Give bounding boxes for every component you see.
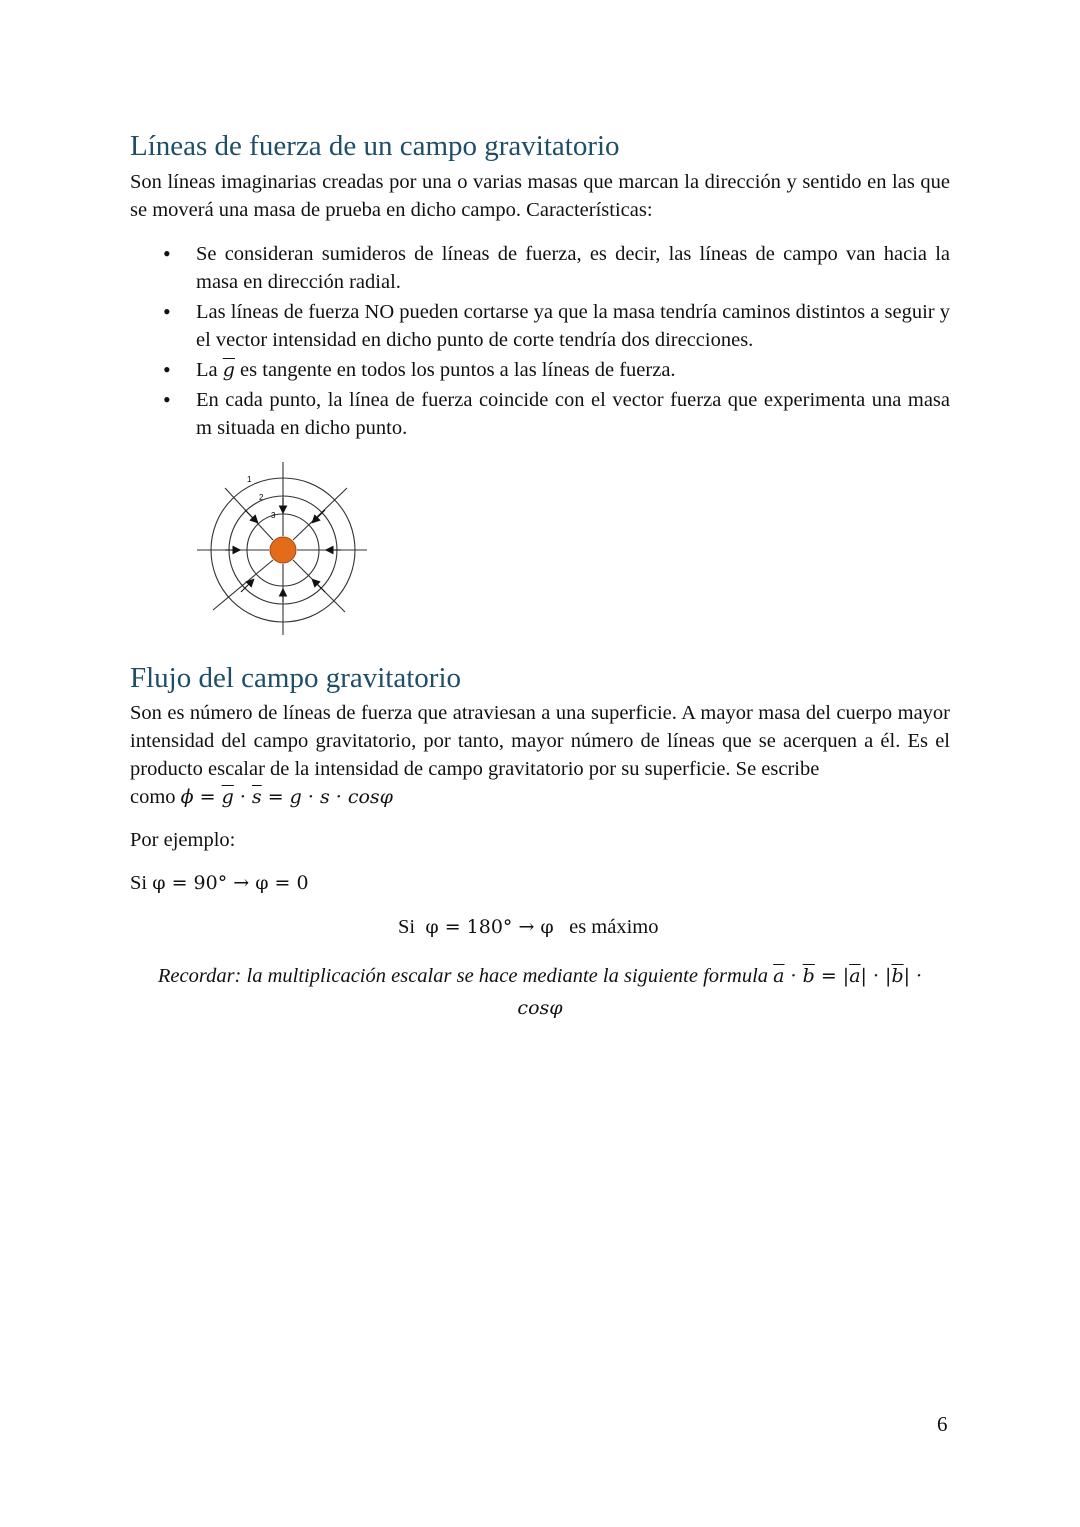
bullet3-prefix: La — [196, 359, 218, 381]
radial-line — [213, 560, 273, 610]
g-vector-symbol: $\overline{g}$ — [221, 786, 234, 808]
arrow-icon — [313, 510, 325, 522]
formula-part: · — [784, 965, 803, 987]
scalar-product-formula — [773, 965, 922, 987]
radial-line — [293, 488, 347, 540]
ring-label-3: 3 — [271, 511, 276, 520]
ring-label-1: 1 — [247, 475, 252, 484]
list-item — [130, 356, 950, 384]
flux-formula — [181, 786, 393, 808]
formula-part: | · — [903, 965, 923, 987]
list-item: • Las líneas de fuerza NO pueden cortarse ya que la masa tendría caminos distintos a seguir y el vector intensidad en dicho punto de corte tendría dos direcciones. — [130, 298, 950, 354]
example-expression: φ = 90° → φ = 0 — [152, 872, 309, 894]
bullet3-text: es tangente en todos los puntos a las líneas de fuerza. — [240, 359, 676, 381]
formula-part: $\overline{a}$ — [849, 965, 861, 987]
flux-formula-line — [130, 783, 393, 811]
note-text: Recordar: la multiplicación escalar se hace mediante la siguiente formula — [157, 965, 769, 987]
flux-text: Son es número de líneas de fuerza que atraviesan a una superficie. A mayor masa del cuerpo mayor intensidad del campo gravitatorio, por tanto, mayor número de líneas que se acerquen a él. Es el producto escalar de la intensidad de campo gravitatorio por su superficie. Se escribe — [130, 702, 950, 780]
formula-part: $\overline{a}$ — [773, 965, 785, 987]
list-item: • Se consideran sumideros de líneas de fuerza, es decir, las líneas de campo van hacia la masa en dirección radial. — [130, 240, 950, 296]
note-formula-continuation: cosφ — [517, 997, 563, 1019]
example-expression: φ = 180° → φ — [425, 916, 554, 938]
formula-prefix: como — [130, 786, 176, 808]
example-tail: es máximo — [569, 916, 659, 938]
list-item: • En cada punto, la línea de fuerza coincide con el vector fuerza que experimenta una masa m situada en dicho punto. — [130, 386, 950, 442]
intro-paragraph: Son líneas imaginarias creadas por una o varias masas que marcan la dirección y sentido en las que se moverá una masa de prueba en dicho campo. Características: — [130, 171, 950, 221]
example-si: Si — [398, 916, 416, 938]
central-mass — [270, 537, 296, 563]
g-vector-symbol: $\overline{g}$ — [222, 359, 235, 381]
flux-paragraph — [130, 699, 950, 783]
formula-part: = | — [814, 965, 850, 987]
characteristics-list — [130, 240, 950, 444]
s-vector-symbol: $\overline{s}$ — [251, 786, 262, 808]
formula-part: $\overline{b}$ — [802, 965, 815, 987]
example-2 — [398, 913, 659, 941]
formula-part: | · | — [860, 965, 892, 987]
reminder-note — [130, 960, 950, 1024]
formula-part: = — [193, 786, 222, 808]
field-lines-diagram — [195, 460, 375, 640]
formula-part: = g · s · cosφ — [261, 786, 393, 808]
formula-part: $\overline{b}$ — [891, 965, 904, 987]
phi-symbol: ϕ — [180, 786, 194, 808]
ring-label-2: 2 — [259, 493, 264, 502]
example-si: Si — [130, 872, 148, 894]
example-1 — [130, 869, 309, 897]
example-label: Por ejemplo: — [130, 829, 236, 851]
arrow-icon — [245, 510, 257, 522]
page-number: 6 — [937, 1412, 948, 1436]
formula-part: · — [233, 786, 252, 808]
heading-flux: Flujo del campo gravitatorio — [130, 662, 462, 694]
heading-field-lines: Líneas de fuerza de un campo gravitatorio — [130, 130, 620, 162]
